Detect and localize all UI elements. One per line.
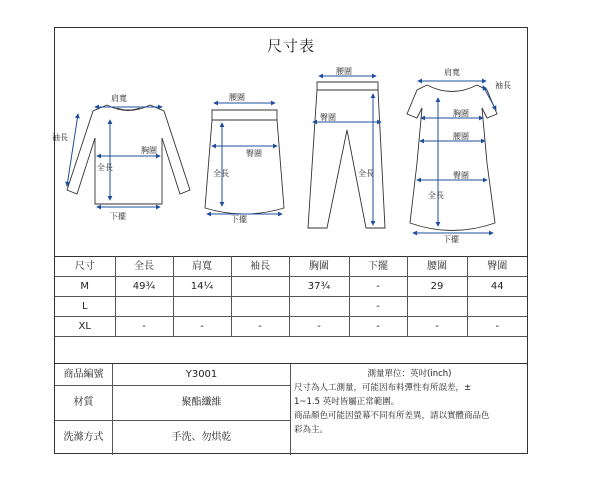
product-info-section <box>55 363 527 455</box>
note-line-4: 彩為主。 <box>294 425 329 435</box>
table-cell: - <box>349 317 407 337</box>
top-hem-label: 下擺 <box>110 212 126 221</box>
size-table <box>55 256 527 337</box>
skirt-hem-label: 下擺 <box>231 215 247 224</box>
pants-hip-label: 臀圍 <box>320 113 336 122</box>
table-cell <box>231 297 289 317</box>
top-sleeve-label: 袖長 <box>52 133 68 142</box>
table-cell <box>231 277 289 297</box>
product-code-label: 商品編號 <box>55 364 113 385</box>
dress-hip-label: 臀圍 <box>453 171 469 180</box>
dress-hem-label: 下擺 <box>443 235 459 244</box>
material-label: 材質 <box>55 385 113 420</box>
top-length-label: 全長 <box>97 163 113 172</box>
table-cell: - <box>349 297 407 317</box>
size-cell: M <box>55 277 115 297</box>
table-cell: - <box>173 317 231 337</box>
dress-diagram <box>407 85 497 231</box>
product-info <box>55 364 290 455</box>
header-hem: 下擺 <box>349 257 407 277</box>
table-row <box>55 277 527 297</box>
table-row <box>55 317 527 337</box>
table-cell <box>115 297 173 317</box>
table-cell: - <box>349 277 407 297</box>
header-length: 全長 <box>115 257 173 277</box>
table-cell: 14¼ <box>173 277 231 297</box>
table-cell <box>289 297 349 317</box>
header-size: 尺寸 <box>55 257 115 277</box>
table-cell: 37¾ <box>289 277 349 297</box>
table-cell: 49¾ <box>115 277 173 297</box>
table-cell: - <box>289 317 349 337</box>
table-cell <box>467 297 527 317</box>
header-chest: 胸圍 <box>289 257 349 277</box>
table-cell: - <box>115 317 173 337</box>
dress-shoulder-label: 肩寬 <box>444 68 460 77</box>
table-row <box>55 297 527 317</box>
size-table-header <box>55 257 527 277</box>
pants-length-label: 全長 <box>358 169 374 178</box>
top-diagram <box>67 105 190 204</box>
header-waist: 腰圍 <box>407 257 467 277</box>
note-line-1: 尺寸為人工測量，可能因布料彈性有所誤差，± <box>294 383 472 393</box>
pants-waist-label: 腰圍 <box>336 67 352 76</box>
unit-note: 測量單位：英吋(inch) <box>367 369 452 379</box>
product-code-value: Y3001 <box>185 369 218 380</box>
header-sleeve: 袖長 <box>231 257 289 277</box>
skirt-hip-label: 臀圍 <box>246 149 262 158</box>
dress-waist-label: 腰圍 <box>453 132 469 141</box>
measurement-notes <box>290 364 528 455</box>
header-shoulder: 肩寬 <box>173 257 231 277</box>
header-hip: 臀圍 <box>467 257 527 277</box>
dress-chest-label: 胸圍 <box>453 109 469 118</box>
material-value: 聚酯纖維 <box>181 397 222 408</box>
table-cell <box>173 297 231 317</box>
skirt-diagram <box>205 110 284 214</box>
material-row <box>55 385 290 421</box>
skirt-length-label: 全長 <box>213 169 229 178</box>
dress-length-label: 全長 <box>428 191 444 200</box>
care-value: 手洗、勿烘乾 <box>171 432 232 443</box>
measurement-illustrations <box>52 28 527 256</box>
chart-title: 尺寸表 <box>266 37 315 55</box>
product-code-row <box>55 364 290 386</box>
size-cell: XL <box>55 317 115 337</box>
dress-sleeve-label-1: 袖長 <box>495 81 511 90</box>
table-cell: - <box>231 317 289 337</box>
table-cell: 29 <box>407 277 467 297</box>
note-line-2: 1~1.5 英吋皆屬正常範圍。 <box>294 397 400 407</box>
top-shoulder-label: 肩寬 <box>111 94 127 103</box>
note-line-3: 商品顏色可能因螢幕不同有所差異，請以實體商品色 <box>294 411 490 421</box>
table-cell: 44 <box>467 277 527 297</box>
top-chest-label: 胸圍 <box>141 146 157 155</box>
skirt-waist-label: 腰圍 <box>229 93 245 102</box>
table-cell: - <box>467 317 527 337</box>
care-label: 洗滌方式 <box>55 420 113 455</box>
care-row <box>55 420 290 455</box>
size-chart <box>54 27 528 454</box>
table-cell: - <box>407 317 467 337</box>
size-cell: L <box>55 297 115 317</box>
table-cell <box>407 297 467 317</box>
